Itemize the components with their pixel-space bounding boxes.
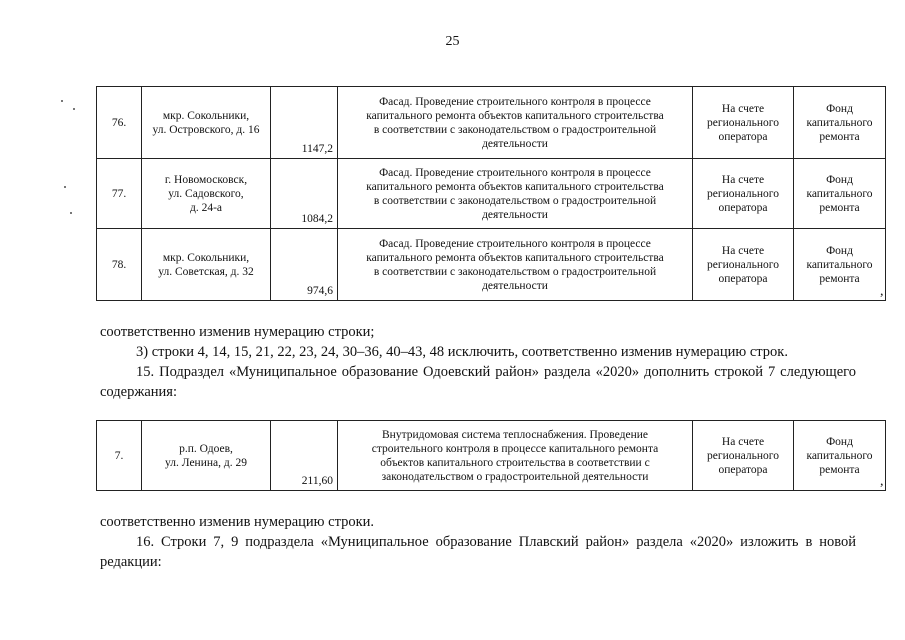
account-holder-cell-line: На счете: [721, 102, 765, 115]
funding-source-cell: [794, 421, 886, 491]
work-description-cell-line: капитального ремонта объектов капитального строительства: [366, 109, 664, 122]
funding-source-cell-line: Фонд: [826, 102, 853, 115]
funding-source-cell-line: Фонд: [826, 244, 853, 257]
funding-source-cell-line: Фонд: [826, 173, 853, 186]
address-cell-line: р.п. Одоев,: [179, 442, 233, 455]
account-holder-cell-line: регионального: [707, 258, 779, 271]
account-holder-cell-line: оператора: [718, 272, 768, 285]
funding-source-cell: [794, 87, 886, 159]
address-cell-line: ул. Советская, д. 32: [158, 265, 254, 278]
trailing-comma: ,: [880, 284, 884, 299]
table-housing-works-1: [96, 86, 886, 301]
work-description-cell-line: в соответствии с законодательством о градостроительной: [373, 265, 657, 278]
funding-source-cell-line: капитального: [806, 258, 873, 271]
area-cell: 1147,2: [271, 87, 338, 159]
work-description-cell-line: Фасад. Проведение строительного контроля в процессе: [379, 237, 651, 250]
row-number: 7.: [97, 421, 142, 491]
work-description-cell: [338, 87, 693, 159]
account-holder-cell-line: оператора: [718, 463, 768, 476]
table-row: [97, 229, 886, 301]
account-holder-cell-line: На счете: [721, 244, 765, 257]
funding-source-cell-line: ремонта: [819, 272, 860, 285]
paragraph-item-16: 16. Строки 7, 9 подраздела «Муниципальное образование Плавский район» раздела «2020» изложить в новой редакции:: [100, 534, 856, 570]
row-number: 76.: [97, 87, 142, 159]
paragraph-numbering-note-2: соответственно изменив нумерацию строки.: [100, 514, 375, 530]
account-holder-cell-line: регионального: [707, 449, 779, 462]
funding-source-cell-line: ремонта: [819, 463, 860, 476]
account-holder-cell-line: оператора: [718, 130, 768, 143]
funding-source-cell-line: ремонта: [819, 130, 860, 143]
address-cell-line: г. Новомосковск,: [164, 173, 248, 186]
address-cell: [142, 87, 271, 159]
work-description-cell-line: капитального ремонта объектов капитального строительства: [366, 180, 664, 193]
work-description-cell: [338, 229, 693, 301]
account-holder-cell-line: На счете: [721, 173, 765, 186]
work-description-cell-line: Фасад. Проведение строительного контроля в процессе: [379, 95, 651, 108]
trailing-comma: ,: [880, 474, 884, 489]
work-description-cell-line: деятельности: [482, 208, 548, 221]
address-cell-line: ул. Островского, д. 16: [152, 123, 260, 136]
funding-source-cell-line: ремонта: [819, 201, 860, 214]
account-holder-cell: [693, 421, 794, 491]
table-row: [97, 87, 886, 159]
work-description-cell-line: объектов капитального строительства в соответствии с: [380, 456, 650, 469]
table-row: [97, 421, 886, 491]
area-cell: 1084,2: [271, 159, 338, 229]
work-description-cell-line: Внутридомовая система теплоснабжения. Проведение: [382, 428, 648, 441]
address-cell: [142, 229, 271, 301]
account-holder-cell-line: регионального: [707, 187, 779, 200]
row-number: 77.: [97, 159, 142, 229]
account-holder-cell-line: На счете: [721, 435, 765, 448]
funding-source-cell: [794, 229, 886, 301]
area-cell: 974,6: [271, 229, 338, 301]
work-description-cell-line: законодательством о градостроительной деятельности: [381, 470, 649, 483]
paragraph-item-15: 15. Подраздел «Муниципальное образование Одоевский район» раздела «2020» дополнить строкой 7 следующего содержания:: [100, 364, 856, 400]
funding-source-cell: [794, 159, 886, 229]
work-description-cell: [338, 159, 693, 229]
area-cell: 211,60: [271, 421, 338, 491]
funding-source-cell-line: капитального: [806, 187, 873, 200]
address-cell: [142, 421, 271, 491]
work-description-cell-line: в соответствии с законодательством о градостроительной: [373, 123, 657, 136]
work-description-cell: [338, 421, 693, 491]
work-description-cell-line: Фасад. Проведение строительного контроля в процессе: [379, 166, 651, 179]
account-holder-cell-line: оператора: [718, 201, 768, 214]
paragraph-numbering-note: соответственно изменив нумерацию строки;: [100, 324, 375, 340]
work-description-cell-line: деятельности: [482, 137, 548, 150]
scan-speck: [70, 212, 72, 214]
address-cell-line: ул. Садовского,: [168, 187, 244, 200]
paragraph-item-3: 3) строки 4, 14, 15, 21, 22, 23, 24, 30–36, 40–43, 48 исключить, соответственно изменив нумерацию строк.: [136, 344, 788, 360]
work-description-cell-line: капитального ремонта объектов капитального строительства: [366, 251, 664, 264]
address-cell-line: д. 24-а: [189, 201, 223, 214]
address-cell: [142, 159, 271, 229]
work-description-cell-line: строительного контроля в процессе капитального ремонта: [371, 442, 659, 455]
account-holder-cell: [693, 229, 794, 301]
scan-speck: [64, 186, 66, 188]
scan-speck: [61, 100, 63, 102]
address-cell-line: ул. Ленина, д. 29: [165, 456, 247, 469]
funding-source-cell-line: капитального: [806, 449, 873, 462]
account-holder-cell-line: регионального: [707, 116, 779, 129]
table-row: [97, 159, 886, 229]
scan-speck: [73, 108, 75, 110]
table-housing-works-2: [96, 420, 886, 491]
funding-source-cell-line: Фонд: [826, 435, 853, 448]
work-description-cell-line: деятельности: [482, 279, 548, 292]
row-number: 78.: [97, 229, 142, 301]
address-cell-line: мкр. Сокольники,: [162, 251, 250, 264]
address-cell-line: мкр. Сокольники,: [162, 109, 250, 122]
account-holder-cell: [693, 159, 794, 229]
funding-source-cell-line: капитального: [806, 116, 873, 129]
work-description-cell-line: в соответствии с законодательством о градостроительной: [373, 194, 657, 207]
page-number: 25: [445, 34, 460, 49]
account-holder-cell: [693, 87, 794, 159]
